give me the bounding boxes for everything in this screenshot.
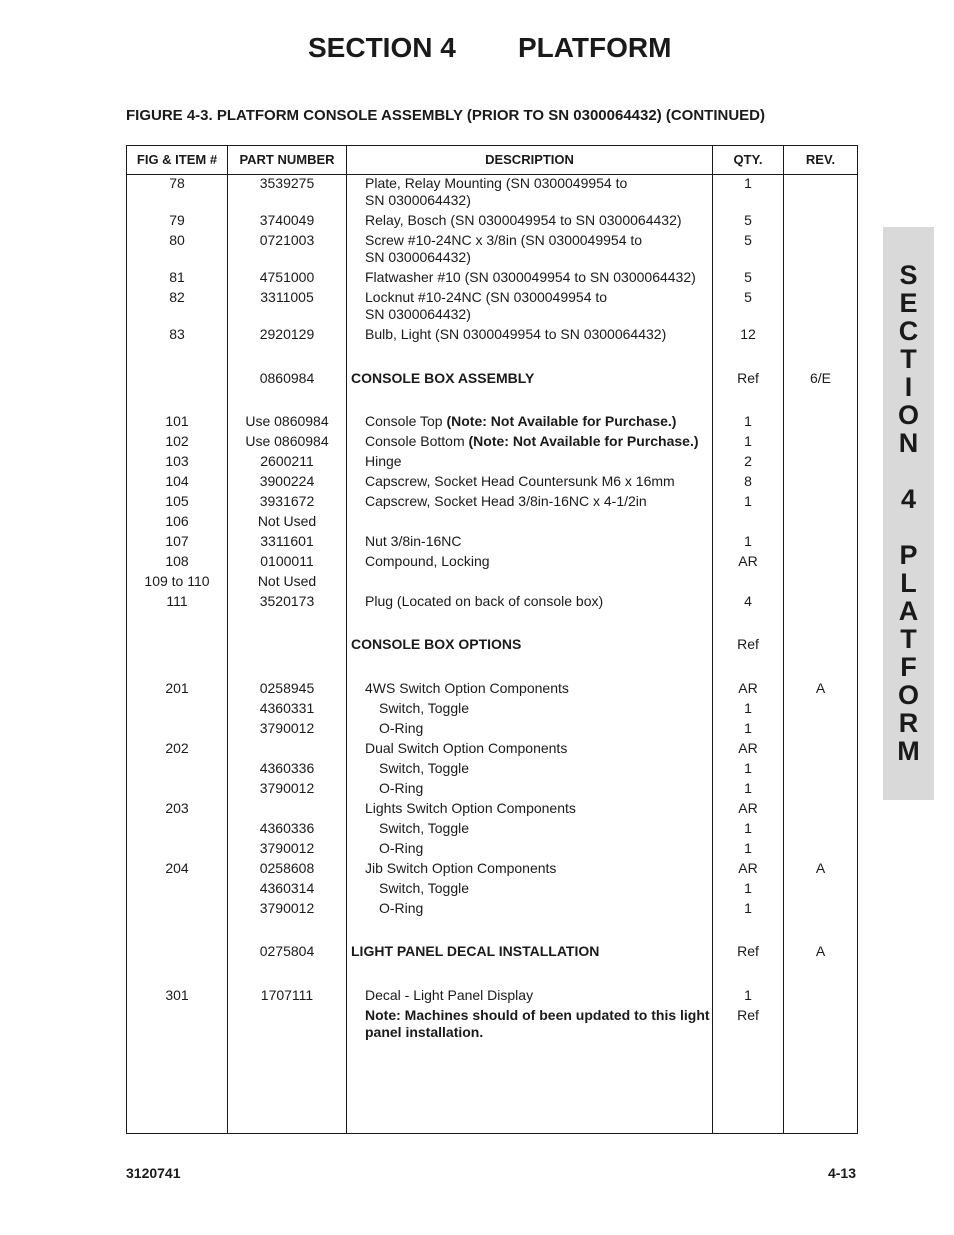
part-number-cell: 3790012 xyxy=(259,840,315,856)
qty-cell: 1 xyxy=(744,493,752,509)
description-line xyxy=(365,175,725,192)
qty-cell: 8 xyxy=(744,473,752,489)
rev-cell: A xyxy=(815,860,826,876)
part-number-cell: 3539275 xyxy=(259,175,315,191)
qty-cell: 1 xyxy=(744,760,752,776)
qty-cell: 1 xyxy=(744,780,752,796)
part-number-cell: 0860984 xyxy=(259,370,315,386)
part-number-cell: 3520173 xyxy=(259,593,315,609)
description-text: Bulb, Light (SN 0300049954 to SN 0300064432) xyxy=(365,326,667,342)
part-number-cell: 2920129 xyxy=(259,326,315,342)
col-header-rev: REV. xyxy=(805,152,836,167)
description-line xyxy=(365,533,725,550)
fig-item-cell: 107 xyxy=(165,533,189,549)
section-tab-letter: A xyxy=(898,596,919,626)
fig-item-cell: 80 xyxy=(169,232,185,248)
qty-cell: AR xyxy=(738,800,758,816)
qty-cell: 1 xyxy=(744,880,752,896)
description-text: Hinge xyxy=(365,453,402,469)
description-line xyxy=(365,269,725,286)
description-text: Switch, Toggle xyxy=(379,760,470,776)
section-tab-letter: O xyxy=(897,400,919,430)
description-cell xyxy=(351,493,725,510)
description-line xyxy=(365,800,725,817)
part-number-cell: 3790012 xyxy=(259,780,315,796)
fig-item-cell: 203 xyxy=(165,800,189,816)
section-tab-letter: T xyxy=(900,344,917,374)
fig-item-cell: 204 xyxy=(165,860,189,876)
description-cell xyxy=(351,453,725,470)
description-cell xyxy=(351,780,739,797)
description-cell xyxy=(351,269,725,286)
part-number-cell: 4360336 xyxy=(259,820,315,836)
column-divider xyxy=(346,146,347,1133)
qty-cell: 1 xyxy=(744,820,752,836)
qty-cell: 1 xyxy=(744,700,752,716)
description-text: Console Top xyxy=(365,413,447,429)
description-text: Plate, Relay Mounting (SN 0300049954 to xyxy=(365,175,628,191)
page-number: 4-13 xyxy=(827,1165,856,1181)
description-cell xyxy=(351,326,725,343)
fig-item-cell: 104 xyxy=(165,473,189,489)
part-number-cell: 3931672 xyxy=(259,493,315,509)
description-text: CONSOLE BOX ASSEMBLY xyxy=(351,370,535,386)
part-number-cell: 3311005 xyxy=(260,289,314,305)
section-tab-letter: C xyxy=(898,316,919,346)
qty-cell: Ref xyxy=(737,636,759,652)
col-header-desc: DESCRIPTION xyxy=(485,152,574,167)
description-cell xyxy=(351,433,725,450)
rev-cell: 6/E xyxy=(809,370,831,386)
description-cell xyxy=(351,232,725,266)
description-cell xyxy=(351,593,725,610)
part-number-cell: 3740049 xyxy=(259,212,315,228)
description-cell xyxy=(351,212,725,229)
fig-item-cell: 105 xyxy=(165,493,189,509)
description-line xyxy=(365,593,725,610)
part-number-cell: Use 0860984 xyxy=(245,413,329,429)
description-line xyxy=(365,473,725,490)
description-line xyxy=(351,370,711,387)
description-cell xyxy=(351,760,739,777)
description-line xyxy=(365,553,725,570)
qty-cell: AR xyxy=(738,680,758,696)
qty-cell: 1 xyxy=(744,720,752,736)
description-text: Plug (Located on back of console box) xyxy=(365,593,604,609)
description-line xyxy=(379,760,739,777)
part-number-cell: 4751000 xyxy=(259,269,315,285)
description-line xyxy=(365,433,725,450)
description-line xyxy=(365,289,725,306)
qty-cell: 1 xyxy=(744,900,752,916)
description-line xyxy=(351,943,711,960)
description-line xyxy=(379,900,739,917)
description-cell xyxy=(351,820,739,837)
part-number-cell: Not Used xyxy=(257,573,317,589)
description-note-line-2: panel installation. xyxy=(365,1024,484,1040)
qty-cell: 1 xyxy=(744,840,752,856)
part-number-cell: 4360336 xyxy=(259,760,315,776)
description-cell xyxy=(351,533,725,550)
qty-cell: Ref xyxy=(737,1007,759,1023)
col-header-qty: QTY. xyxy=(733,152,763,167)
description-line xyxy=(365,326,725,343)
qty-cell: AR xyxy=(738,740,758,756)
section-tab-letter: M xyxy=(897,736,920,766)
description-line xyxy=(379,700,739,717)
description-text: Screw #10-24NC x 3/8in (SN 0300049954 to xyxy=(365,232,643,248)
description-text: Switch, Toggle xyxy=(379,880,470,896)
description-cell xyxy=(351,987,725,1004)
col-header-part: PART NUMBER xyxy=(239,152,335,167)
part-number-cell: Use 0860984 xyxy=(245,433,329,449)
fig-item-cell: 79 xyxy=(169,212,185,228)
description-cell xyxy=(351,700,739,717)
description-cell xyxy=(351,880,739,897)
qty-cell: 2 xyxy=(744,453,752,469)
part-number-cell: 4360314 xyxy=(259,880,315,896)
description-cell xyxy=(351,680,725,697)
fig-item-cell: 106 xyxy=(165,513,189,529)
section-label: SECTION 4 xyxy=(308,32,456,63)
description-note: (Note: Not Available for Purchase.) xyxy=(468,433,699,449)
description-line xyxy=(379,880,739,897)
qty-cell: 1 xyxy=(744,533,752,549)
doc-number: 3120741 xyxy=(126,1165,181,1181)
section-tab xyxy=(883,227,934,800)
description-line xyxy=(365,493,725,510)
fig-item-cell: 78 xyxy=(169,175,185,191)
description-text: Flatwasher #10 (SN 0300049954 to SN 0300064432) xyxy=(365,269,696,285)
fig-item-cell: 102 xyxy=(165,433,189,449)
description-text: Compound, Locking xyxy=(365,553,490,569)
fig-item-cell: 301 xyxy=(165,987,189,1003)
description-text: Relay, Bosch (SN 0300049954 to SN 0300064432) xyxy=(365,212,682,228)
description-line xyxy=(379,840,739,857)
section-tab-letter xyxy=(883,513,934,541)
fig-item-cell: 101 xyxy=(165,413,189,429)
fig-item-cell: 83 xyxy=(169,326,185,342)
fig-item-cell: 109 to 110 xyxy=(144,573,210,589)
description-cell xyxy=(351,900,739,917)
description-cell xyxy=(351,175,725,209)
description-line xyxy=(365,987,725,1004)
description-line-2: SN 0300064432) xyxy=(365,306,471,322)
qty-cell: 5 xyxy=(744,289,752,305)
description-cell xyxy=(351,840,739,857)
section-tab-letter: 4 xyxy=(900,484,917,514)
part-number-cell: Not Used xyxy=(257,513,317,529)
description-line xyxy=(379,720,739,737)
qty-cell: 1 xyxy=(744,987,752,1003)
rev-cell: A xyxy=(815,680,826,696)
description-line xyxy=(379,780,739,797)
qty-cell: AR xyxy=(738,553,758,569)
fig-item-cell: 103 xyxy=(165,453,189,469)
description-text: Dual Switch Option Components xyxy=(365,740,568,756)
description-text: O-Ring xyxy=(379,900,424,916)
part-number-cell: 3311601 xyxy=(260,533,314,549)
description-line xyxy=(365,212,725,229)
column-divider xyxy=(783,146,784,1133)
description-line-2: SN 0300064432) xyxy=(365,249,471,265)
qty-cell: 1 xyxy=(744,433,752,449)
description-cell xyxy=(351,943,711,960)
part-number-cell: 1707111 xyxy=(260,987,314,1003)
section-tab-letter: T xyxy=(900,624,917,654)
parts-table xyxy=(126,145,858,1134)
description-text: Jib Switch Option Components xyxy=(365,860,557,876)
qty-cell: 12 xyxy=(740,326,756,342)
description-cell xyxy=(351,289,725,323)
description-cell xyxy=(351,860,725,877)
description-cell xyxy=(351,740,725,757)
col-header-fig: FIG & ITEM # xyxy=(136,152,218,167)
part-number-cell: 3790012 xyxy=(259,900,315,916)
description-cell xyxy=(351,413,725,430)
description-line xyxy=(365,453,725,470)
part-number-cell: 0258608 xyxy=(259,860,315,876)
part-number-cell: 0721003 xyxy=(259,232,315,248)
part-number-cell: 3790012 xyxy=(259,720,315,736)
description-line xyxy=(365,413,725,430)
description-text: Capscrew, Socket Head 3/8in-16NC x 4-1/2in xyxy=(365,493,647,509)
description-text: CONSOLE BOX OPTIONS xyxy=(351,636,522,652)
description-text: 4WS Switch Option Components xyxy=(365,680,569,696)
qty-cell: 5 xyxy=(744,212,752,228)
description-cell xyxy=(351,636,711,653)
description-text: Nut 3/8in-16NC xyxy=(365,533,462,549)
section-tab-text xyxy=(883,261,934,765)
part-number-cell: 3900224 xyxy=(259,473,315,489)
section-tab-letter: O xyxy=(897,680,919,710)
qty-cell: 4 xyxy=(744,593,752,609)
description-text: O-Ring xyxy=(379,780,424,796)
fig-item-cell: 111 xyxy=(166,593,188,609)
description-note: (Note: Not Available for Purchase.) xyxy=(446,413,677,429)
description-text: Decal - Light Panel Display xyxy=(365,987,534,1003)
description-text: Switch, Toggle xyxy=(379,820,470,836)
section-tab-letter: N xyxy=(898,428,919,458)
part-number-cell: 0275804 xyxy=(259,943,315,959)
qty-cell: Ref xyxy=(737,370,759,386)
fig-item-cell: 82 xyxy=(169,289,185,305)
page-header xyxy=(0,32,954,72)
qty-cell: 5 xyxy=(744,269,752,285)
description-note: Note: Machines should of been updated to this light xyxy=(365,1007,710,1023)
description-line xyxy=(365,1007,725,1024)
qty-cell: 5 xyxy=(744,232,752,248)
rev-cell: A xyxy=(815,943,826,959)
part-number-cell: 2600211 xyxy=(260,453,314,469)
section-tab-letter: S xyxy=(899,260,918,290)
fig-item-cell: 81 xyxy=(169,269,185,285)
description-cell xyxy=(351,800,725,817)
fig-item-cell: 202 xyxy=(165,740,189,756)
section-tab-letter: L xyxy=(900,568,917,598)
description-cell xyxy=(351,720,739,737)
fig-item-cell: 201 xyxy=(165,680,189,696)
description-line xyxy=(379,820,739,837)
description-line xyxy=(365,860,725,877)
part-number-cell: 0258945 xyxy=(259,680,315,696)
part-number-cell: 0100011 xyxy=(260,553,314,569)
section-tab-letter: I xyxy=(904,372,913,402)
fig-item-cell: 108 xyxy=(165,553,189,569)
figure-title: FIGURE 4-3. PLATFORM CONSOLE ASSEMBLY (PRIOR TO SN 0300064432) (CONTINUED) xyxy=(126,107,766,124)
description-line xyxy=(351,636,711,653)
qty-cell: Ref xyxy=(737,943,759,959)
description-line xyxy=(365,680,725,697)
description-text: O-Ring xyxy=(379,720,424,736)
description-text: Console Bottom xyxy=(365,433,469,449)
section-tab-letter: E xyxy=(899,288,918,318)
section-tab-letter: F xyxy=(900,652,917,682)
description-line xyxy=(365,740,725,757)
section-tab-letter: R xyxy=(898,708,919,738)
description-cell xyxy=(351,1007,725,1041)
description-text: Lights Switch Option Components xyxy=(365,800,576,816)
section-tab-letter: P xyxy=(899,540,918,570)
qty-cell: 1 xyxy=(744,413,752,429)
description-text: Switch, Toggle xyxy=(379,700,470,716)
description-text: Locknut #10-24NC (SN 0300049954 to xyxy=(365,289,608,305)
description-line-2: SN 0300064432) xyxy=(365,192,471,208)
description-text: LIGHT PANEL DECAL INSTALLATION xyxy=(351,943,600,959)
description-text: Capscrew, Socket Head Countersunk M6 x 16mm xyxy=(365,473,675,489)
description-cell xyxy=(351,553,725,570)
description-cell xyxy=(351,370,711,387)
part-number-cell: 4360331 xyxy=(259,700,315,716)
description-line xyxy=(365,232,725,249)
description-cell xyxy=(351,473,725,490)
qty-cell: 1 xyxy=(744,175,752,191)
qty-cell: AR xyxy=(738,860,758,876)
section-tab-letter xyxy=(883,457,934,485)
section-name: PLATFORM xyxy=(518,32,672,63)
description-text: O-Ring xyxy=(379,840,424,856)
